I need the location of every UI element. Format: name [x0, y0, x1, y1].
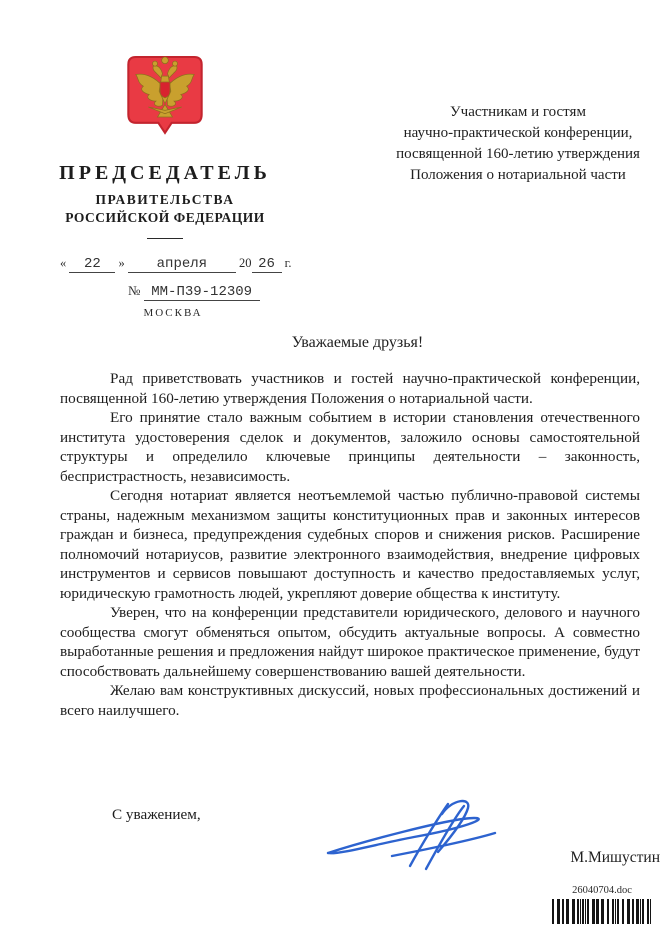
body-paragraph: Сегодня нотариат является неотъемлемой частью публично-правовой системы страны, надежным механизмом защиты конституционных прав и законных интересов граждан и бизнеса, предупреждения судебных споров и снижения рисков. Расширение полномочий нотариусов, развитие электронного взаимодействия, внедрение цифровых инструментов и сервисов повышают доступность и качество предоставляемых услуг, юридическую грамотность людей, укрепляют доверие общества к институту. — [60, 487, 640, 602]
addressee-line: посвященной 160-летию утверждения — [396, 146, 640, 162]
body-paragraph: Рад приветствовать участников и гостей научно-практической конференции, посвященной 160-летию утверждения Положения о нотариальной части. — [60, 370, 640, 407]
date-day: 22 — [69, 256, 115, 273]
body-paragraph: Желаю вам конструктивных дискуссий, новых профессиональных достижений и всего наилучшего. — [60, 682, 640, 719]
salutation: Уважаемые друзья! — [291, 334, 424, 351]
letter-body — [60, 369, 640, 720]
letterhead-subtitle-1: ПРАВИТЕЛЬСТВА — [95, 192, 235, 207]
handwritten-signature-icon — [322, 792, 502, 877]
letterhead-subtitle-2: РОССИЙСКОЙ ФЕДЕРАЦИИ — [65, 210, 265, 225]
open-quote: « — [60, 256, 67, 270]
number-sign: № — [128, 283, 141, 298]
signature-name: М.Мишустин — [570, 849, 660, 866]
date-month: апреля — [128, 256, 236, 273]
date-line — [60, 256, 291, 273]
body-paragraph: Уверен, что на конференции представители юридического, делового и научного сообщества смогут обменяться опытом, обсудить актуальные вопросы. А совместно выработанные решения и предложения найдут широкое практическое применение, будут способствовать дальнейшему совершенствованию вашей деятельности. — [60, 604, 640, 680]
letterhead-divider — [147, 238, 183, 239]
number-line — [128, 283, 260, 301]
barcode-icon — [552, 899, 651, 924]
date-year: 26 — [252, 256, 282, 273]
addressee-line: Участникам и гостям — [450, 104, 586, 120]
addressee-block — [372, 102, 664, 186]
date-century: 20 — [239, 256, 252, 270]
doc-filename: 26040704.doc — [572, 885, 632, 896]
body-paragraph: Его принятие стало важным событием в истории становления отечественного института удостоверения сделок и документов, заложило основы самостоятельной структуры и определило ключевые принципы деятельности – законность, беспристрастность, независимость. — [60, 409, 640, 485]
date-year-suffix: г. — [284, 256, 292, 270]
addressee-line: Положения о нотариальной части — [410, 167, 626, 183]
addressee-line: научно-практической конференции, — [403, 125, 633, 141]
letterhead-title: ПРЕДСЕДАТЕЛЬ — [59, 162, 271, 184]
document-number: ММ-П39-12309 — [144, 284, 260, 301]
close-quote: » — [118, 256, 125, 270]
russian-coat-of-arms-icon — [45, 52, 285, 152]
closing-regards: С уважением, — [112, 806, 201, 823]
letterhead — [45, 52, 285, 239]
city-label: МОСКВА — [143, 307, 203, 319]
